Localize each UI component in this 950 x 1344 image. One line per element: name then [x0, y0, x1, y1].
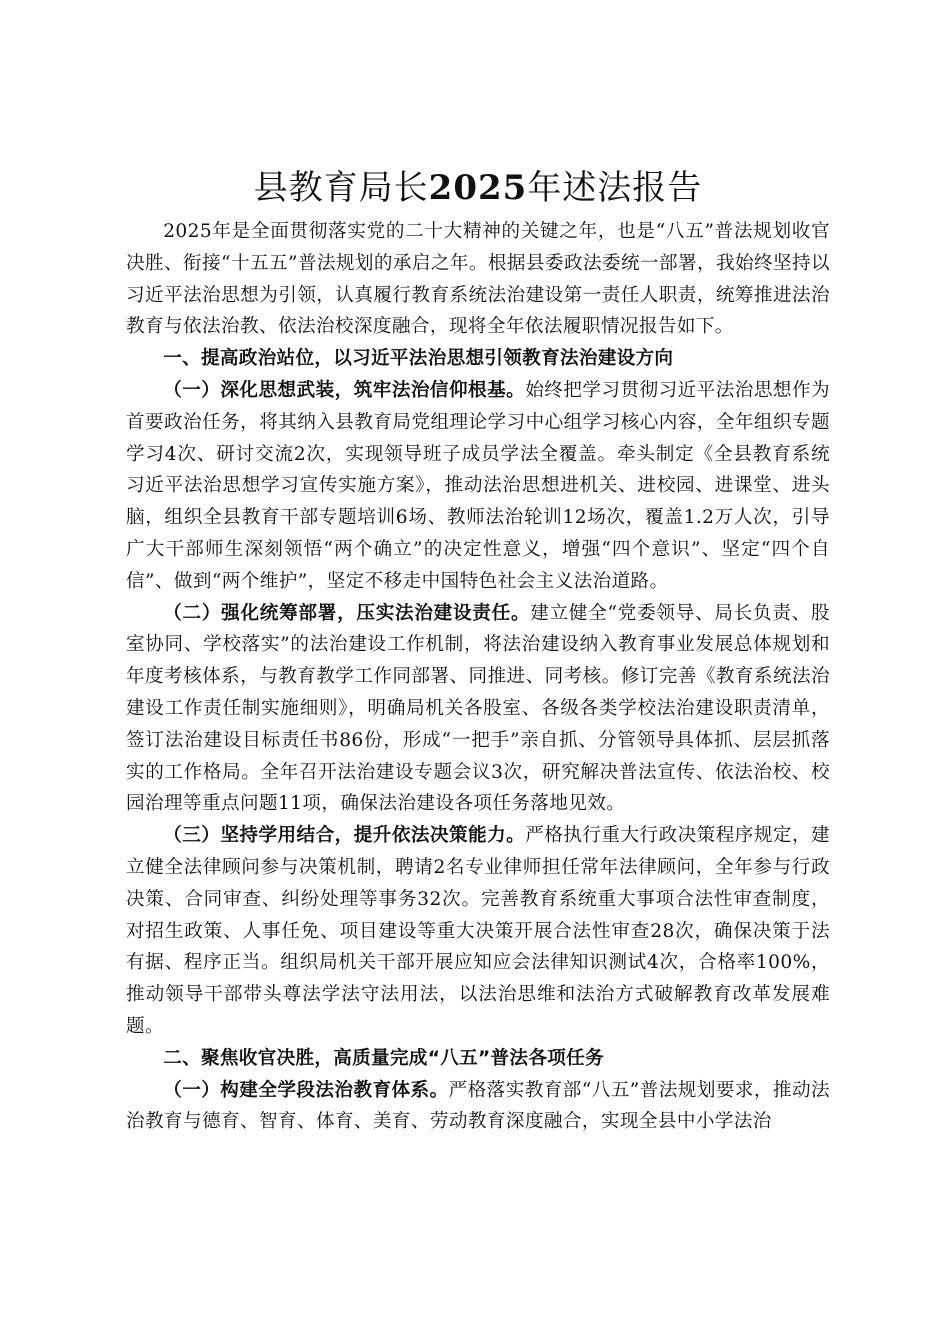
- intro-paragraph: 2025年是全面贯彻落实党的二十大精神的关键之年，也是“八五”普法规划收官决胜、衔接“十五五”普法规划的承启之年。根据县委政法委统一部署，我始终坚持以习近平法治思想为引领，认真履行教育系统法治建设第一责任人职责，统筹推进法治教育与依法治教、依法治校深度融合，现将全年依法履职情况报告如下。: [126, 221, 830, 338]
- section1-item-2: [126, 598, 830, 821]
- item-body: 严格执行重大行政决策程序规定，建立健全法律顾问参与决策机制，聘请2名专业律师担任常年法律顾问，全年参与行政决策、合同审查、纠纷处理等事务32次。完善教育系统重大事项合法性审查制度，对招生政策、人事任免、项目建设等重大决策开展合法性审查28次，确保决策于法有据、程序正当。组织局机关干部开展应知应会法律知识测试4次，合格率100%，推动领导干部带头尊法学法守法用法，以法治思维和法治方式破解教育改革发展难题。: [126, 825, 830, 1037]
- item-body: 始终把学习贯彻习近平法治思想作为首要政治任务，将其纳入县教育局党组理论学习中心组学习核心内容，全年组织专题学习4次、研讨交流2次，实现领导班子成员学法全覆盖。牵头制定《全县教育系统习近平法治思想学习宣传实施方案》，推动法治思想进机关、进校园、进课堂、进头脑，组织全县教育干部专题培训6场、教师法治轮训12场次，覆盖1.2万人次，引导广大干部师生深刻领悟“两个确立”的决定性意义，增强“四个意识”、坚定“四个自信”、做到“两个维护”，坚定不移走中国特色社会主义法治道路。: [126, 379, 830, 592]
- section2-item-1: [126, 1075, 830, 1139]
- section-heading-2: 二、聚焦收官决胜，高质量完成“八五”普法各项任务: [163, 1047, 604, 1069]
- section1-item-1: [126, 375, 830, 598]
- item-body: 建立健全“党委领导、局长负责、股室协同、学校落实”的法治建设工作机制，将法治建设纳入教育事业发展总体规划和年度考核体系，与教育教学工作同部署、同推进、同考核。修订完善《教育系统法治建设工作责任制实施细则》，明确局机关各股室、各级各类学校法治建设职责清单，签订法治建设目标责任书86份，形成“一把手”亲自抓、分管领导具体抓、层层抓落实的工作格局。全年召开法治建设专题会议3次，研究解决普法宣传、依法治校、校园治理等重点问题11项，确保法治建设各项任务落地见效。: [126, 602, 830, 815]
- title-prefix: 县教育局长: [253, 168, 429, 208]
- title-year: 2025: [428, 168, 528, 208]
- item-lead: （一）构建全学段法治教育体系。: [163, 1079, 449, 1101]
- item-lead: （一）深化思想武装，筑牢法治信仰根基。: [163, 379, 526, 401]
- title-suffix: 年述法报告: [527, 168, 703, 208]
- section1-item-3: [126, 820, 830, 1043]
- item-lead: （三）坚持学用结合，提升依法决策能力。: [163, 825, 526, 847]
- item-lead: （二）强化统筹部署，压实法治建设责任。: [163, 602, 531, 624]
- item-body: 严格落实教育部“八五”普法规划要求，推动法治教育与德育、智育、体育、美育、劳动教育深度融合，实现全县中小学法治: [126, 1079, 830, 1133]
- document-title: [126, 160, 830, 216]
- section-heading-1: 一、提高政治站位，以习近平法治思想引领教育法治建设方向: [163, 348, 674, 370]
- document-body: [126, 160, 830, 1138]
